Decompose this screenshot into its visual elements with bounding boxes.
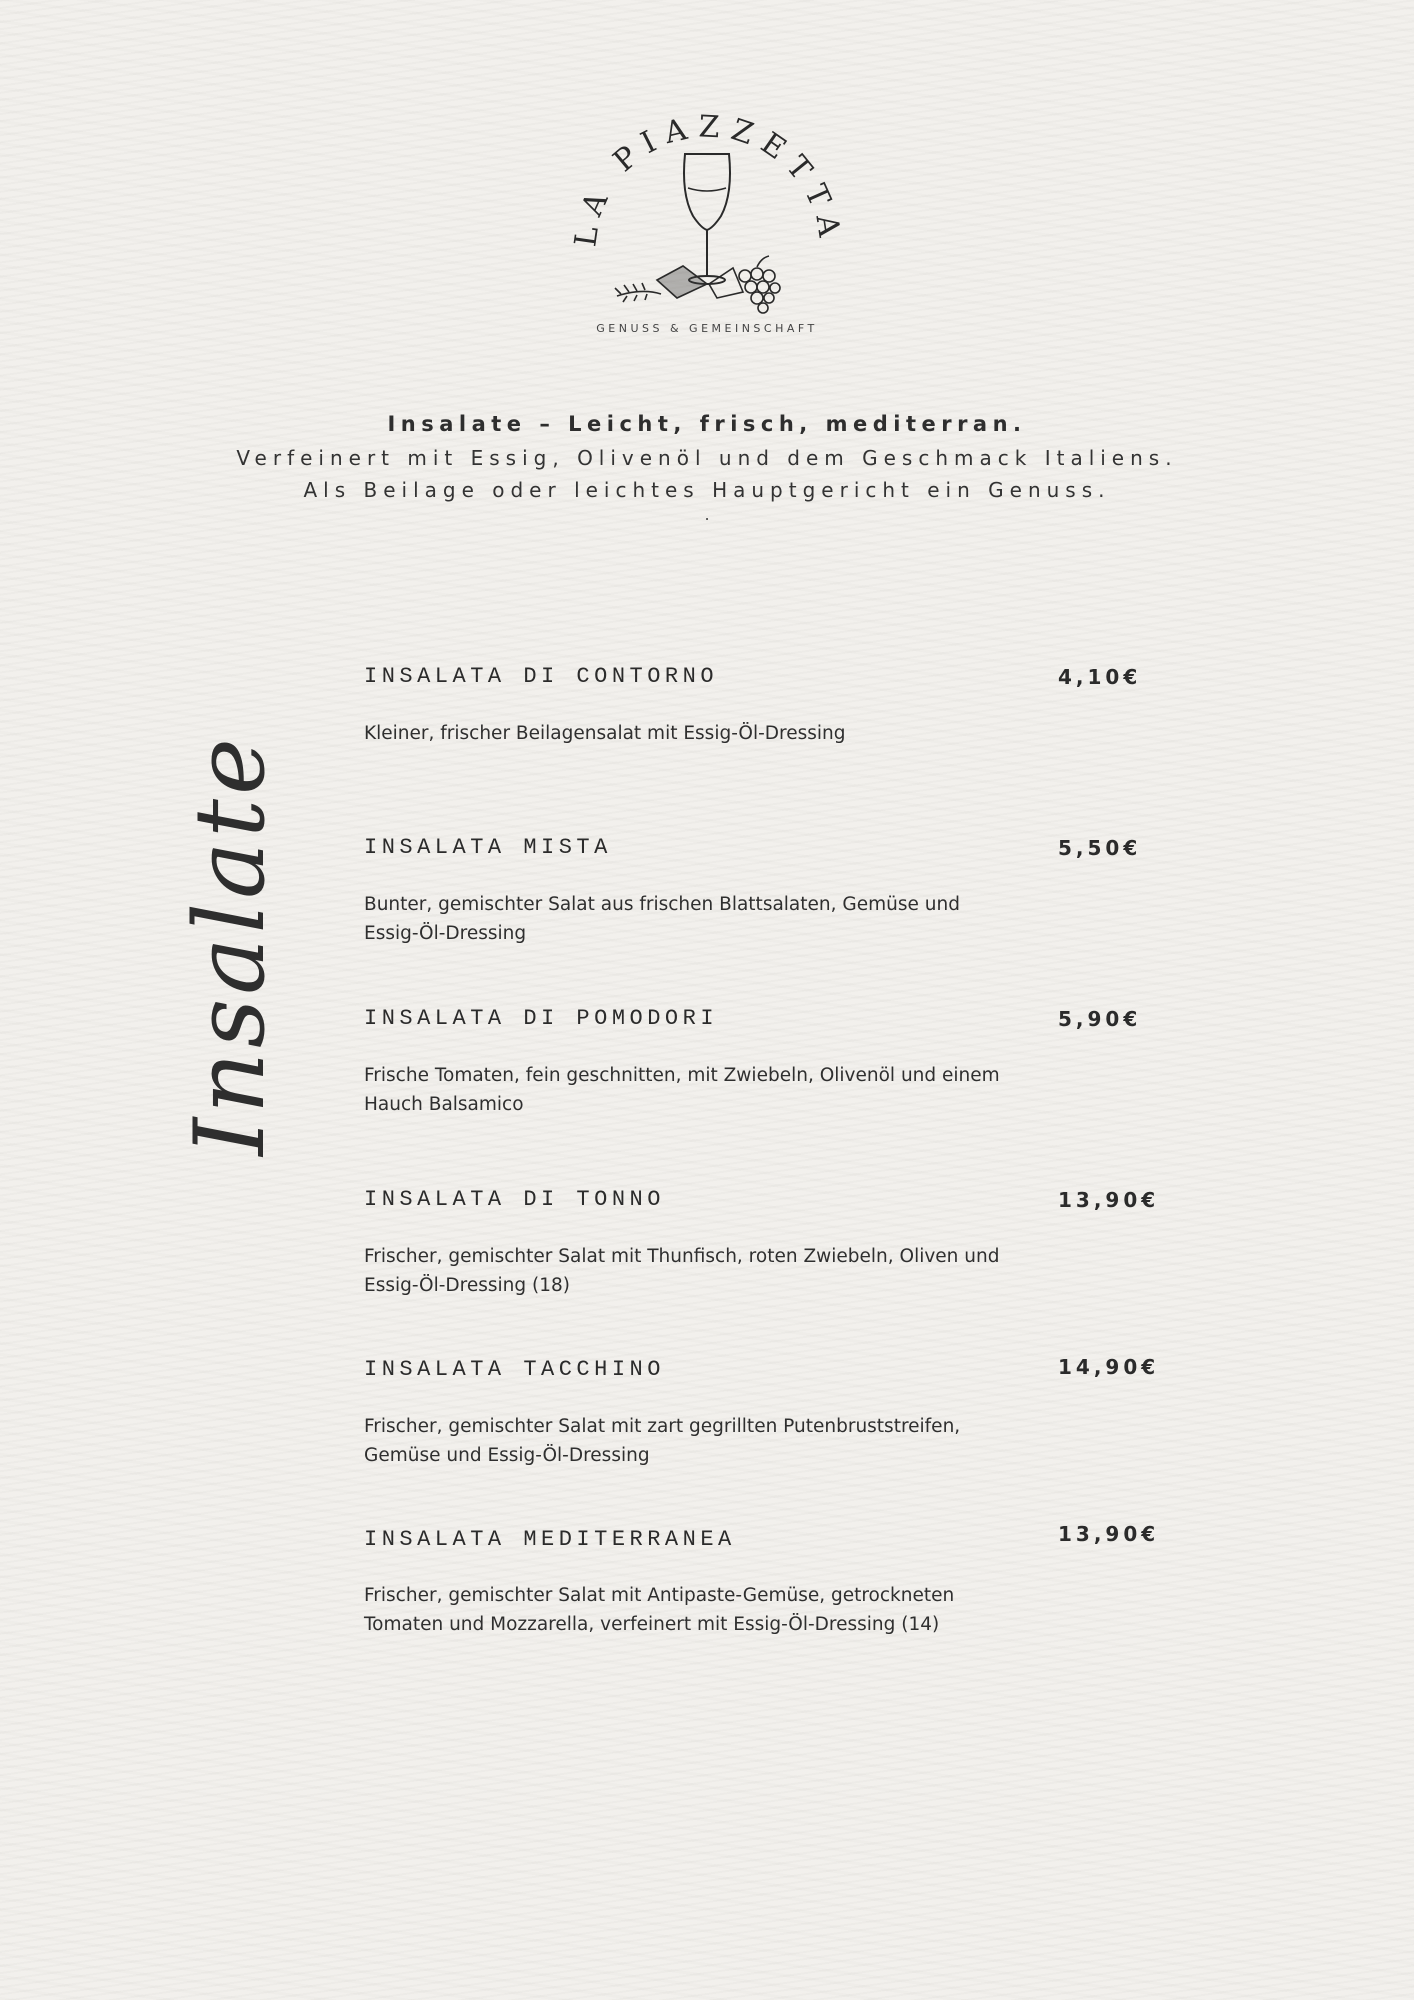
menu-item-name: INSALATA MISTA xyxy=(364,835,612,860)
menu-item-price: 5,90€ xyxy=(1058,1007,1142,1031)
cheese-and-herbs-icon xyxy=(615,266,743,302)
menu-item-price: 4,10€ xyxy=(1058,665,1142,689)
menu-item-price: 13,90€ xyxy=(1058,1188,1160,1212)
section-title-vertical: Insalate xyxy=(174,734,286,1156)
menu-item-price: 14,90€ xyxy=(1058,1355,1160,1379)
menu-item-description: Kleiner, frischer Beilagensalat mit Essig-Öl-Dressing xyxy=(364,723,846,744)
restaurant-logo xyxy=(557,84,857,344)
menu-item-name: INSALATA DI CONTORNO xyxy=(364,664,719,689)
menu-item-name: INSALATA TACCHINO xyxy=(364,1357,665,1382)
menu-item-description: Frischer, gemischter Salat mit zart gegrillten Putenbruststreifen, Gemüse und Essig-Öl-Dressing xyxy=(364,1416,961,1466)
intro-dot: . xyxy=(704,505,710,524)
wine-glass-icon xyxy=(684,154,730,284)
intro-title: Insalate – Leicht, frisch, mediterran. xyxy=(387,412,1027,436)
menu-item-price: 5,50€ xyxy=(1058,836,1142,860)
logo-brand-text: LA PIAZZETTA xyxy=(568,109,848,249)
menu-item-description: Frische Tomaten, fein geschnitten, mit Zwiebeln, Olivenöl und einem Hauch Balsamico xyxy=(364,1065,1000,1115)
menu-item-price: 13,90€ xyxy=(1058,1522,1160,1546)
intro-line-1: Verfeinert mit Essig, Olivenöl und dem Geschmack Italiens. xyxy=(236,446,1178,470)
menu-item-description: Bunter, gemischter Salat aus frischen Blattsalaten, Gemüse und Essig-Öl-Dressing xyxy=(364,894,960,944)
grapes-icon xyxy=(739,256,780,313)
menu-item-name: INSALATA DI POMODORI xyxy=(364,1006,719,1031)
menu-item-description: Frischer, gemischter Salat mit Thunfisch, roten Zwiebeln, Oliven und Essig-Öl-Dressing (18) xyxy=(364,1246,1000,1296)
intro-line-2: Als Beilage oder leichtes Hauptgericht ein Genuss. xyxy=(303,478,1111,502)
menu-item-name: INSALATA MEDITERRANEA xyxy=(364,1527,736,1552)
menu-item-description: Frischer, gemischter Salat mit Antipaste-Gemüse, getrockneten Tomaten und Mozzarella, verfeinert mit Essig-Öl-Dressing (14) xyxy=(364,1585,955,1635)
menu-item-name: INSALATA DI TONNO xyxy=(364,1187,665,1212)
logo-tagline: GENUSS & GEMEINSCHAFT xyxy=(596,322,818,335)
